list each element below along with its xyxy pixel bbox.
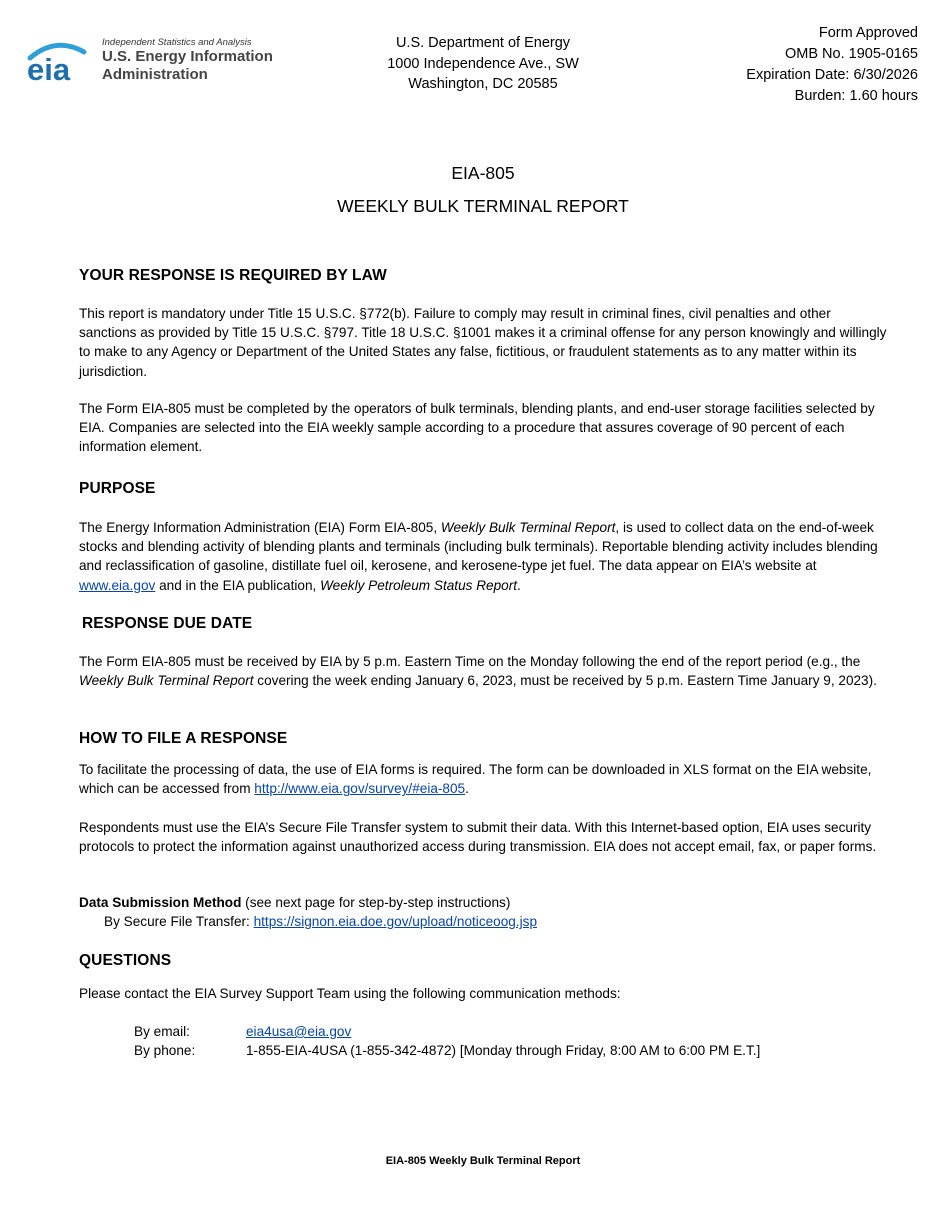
eia-logo-icon bbox=[26, 38, 88, 84]
due-text: The Form EIA-805 must be received by EIA by 5 p.m. Eastern Time on the Monday following the end of the report period (e.g., the bbox=[79, 654, 861, 669]
department-line3: Washington, DC 20585 bbox=[408, 76, 558, 92]
survey-form-link[interactable]: http://www.eia.gov/survey/#eia-805 bbox=[254, 781, 466, 797]
purpose-paragraph bbox=[79, 518, 889, 595]
department-address bbox=[330, 33, 636, 95]
due-text: covering the week ending January 6, 2023, must be received by 5 p.m. Eastern Time January 9, 2023). bbox=[253, 673, 877, 689]
logo-mark-text: eia bbox=[27, 52, 71, 84]
approval-line3: Expiration Date: 6/30/2026 bbox=[746, 67, 918, 83]
due-report-title: Weekly Bulk Terminal Report bbox=[79, 673, 254, 689]
law-heading: YOUR RESPONSE IS REQUIRED BY LAW bbox=[79, 267, 387, 284]
page-footer: EIA-805 Weekly Bulk Terminal Report bbox=[385, 1155, 581, 1167]
contact-phone-row bbox=[134, 1041, 760, 1060]
due-date-heading: RESPONSE DUE DATE bbox=[82, 615, 253, 632]
form-code-title: EIA-805 bbox=[451, 163, 515, 183]
approval-line2: OMB No. 1905-0165 bbox=[785, 46, 918, 62]
purpose-text: and in the EIA publication, bbox=[155, 577, 321, 593]
purpose-text: The Energy Information Administration (EIA) Form EIA-805, bbox=[79, 520, 441, 535]
purpose-publication-title: Weekly Petroleum Status Report bbox=[320, 577, 518, 593]
logo-name-line2: Administration bbox=[102, 66, 208, 83]
file-paragraph-1 bbox=[79, 760, 889, 798]
file-text: To facilitate the processing of data, the use of EIA forms is required. The form can be downloaded in XLS format on the EIA website, which can be accessed from bbox=[79, 762, 872, 797]
approval-line1: Form Approved bbox=[818, 25, 918, 41]
file-paragraph-2: Respondents must use the EIA’s Secure File Transfer system to submit their data. With this Internet-based option, EIA uses security protocols to protect the information against unauthorized access during transmission. EIA does not accept email, fax, or paper forms. bbox=[79, 820, 877, 855]
contact-email-row bbox=[134, 1022, 351, 1041]
questions-heading: QUESTIONS bbox=[79, 952, 172, 969]
law-paragraph-2: The Form EIA-805 must be completed by the operators of bulk terminals, blending plants, and end-user storage facilities selected by EIA. Companies are selected into the EIA weekly sample according to a procedure that assures coverage of 90 percent of each information element. bbox=[79, 401, 875, 455]
eia-website-link[interactable]: www.eia.gov bbox=[79, 577, 156, 593]
department-line1: U.S. Department of Energy bbox=[395, 35, 571, 51]
support-email-link[interactable]: eia4usa@eia.gov bbox=[246, 1024, 352, 1039]
purpose-text: . bbox=[517, 577, 521, 593]
submission-method bbox=[79, 893, 889, 912]
support-phone: 1-855-EIA-4USA (1-855-342-4872) [Monday through Friday, 8:00 AM to 6:00 PM E.T.] bbox=[246, 1043, 761, 1058]
logo-tagline: Independent Statistics and Analysis bbox=[102, 37, 252, 48]
purpose-heading: PURPOSE bbox=[79, 480, 156, 497]
department-line2: 1000 Independence Ave., SW bbox=[387, 55, 579, 72]
secure-file-transfer-row bbox=[104, 912, 889, 931]
purpose-report-title: Weekly Bulk Terminal Report bbox=[440, 520, 616, 535]
approval-line4: Burden: 1.60 hours bbox=[794, 88, 918, 104]
submission-method-label: Data Submission Method bbox=[79, 895, 242, 910]
form-name-title: WEEKLY BULK TERMINAL REPORT bbox=[337, 196, 629, 216]
eia-logo bbox=[26, 38, 88, 84]
questions-intro: Please contact the EIA Survey Support Team using the following communication methods: bbox=[79, 986, 621, 1001]
file-response-heading: HOW TO FILE A RESPONSE bbox=[79, 730, 288, 747]
secure-file-transfer-link[interactable]: https://signon.eia.doe.gov/upload/noticeoog.jsp bbox=[253, 914, 538, 929]
file-text: . bbox=[465, 781, 469, 797]
submission-method-note: (see next page for step-by-step instructions) bbox=[241, 895, 511, 910]
law-paragraph-1: This report is mandatory under Title 15 U.S.C. §772(b). Failure to comply may result in criminal fines, civil penalties and other sanctions as provided by Title 15 U.S.C. §797. Title 18 U.S.C. §1001 makes it a criminal offense for any person knowingly and willingly to make to any Agency or Department of the United States any false, fictitious, or fraudulent statements as to any matter within its jurisdiction. bbox=[79, 306, 887, 379]
purpose-text: , is used to collect data on the end-of-week stocks and blending activity of blending plants and terminals (including bulk terminals). Reportable blending activity includes blending and reclassification of gasoline, distillate fuel oil, kerosene, and kerosene-type jet fuel. The data appear on EIA’s website at bbox=[79, 520, 878, 574]
omb-approval-block bbox=[746, 23, 918, 107]
secure-file-transfer-label: By Secure File Transfer: bbox=[104, 914, 254, 929]
logo-name-line1: U.S. Energy Information bbox=[102, 48, 273, 65]
email-label: By email: bbox=[134, 1024, 190, 1039]
due-date-paragraph bbox=[79, 652, 889, 690]
phone-label: By phone: bbox=[134, 1043, 196, 1058]
